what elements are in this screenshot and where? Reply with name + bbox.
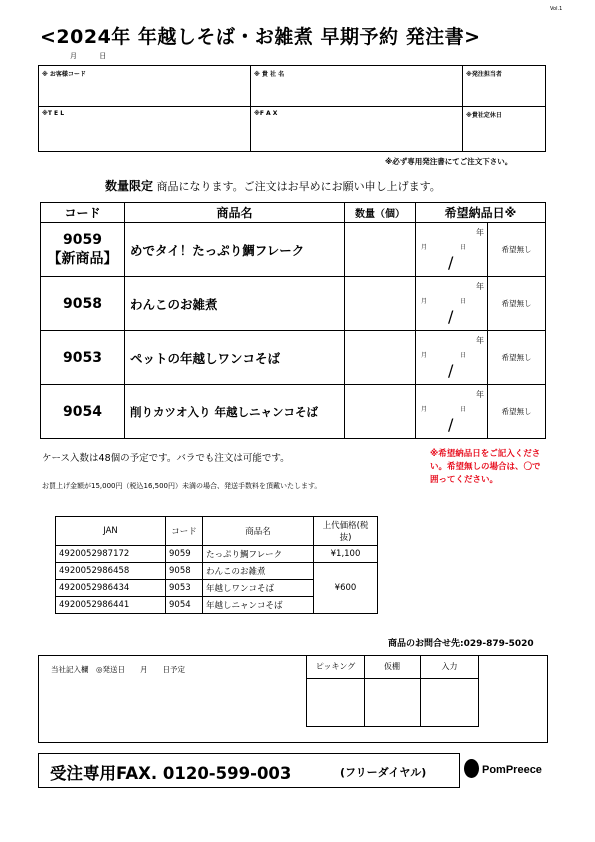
no-preference-option[interactable]: 希望無し: [488, 331, 546, 385]
input-check-box[interactable]: [421, 679, 478, 726]
toll-free-label: (フリーダイヤル): [340, 766, 427, 779]
order-form-note: ※必ず専用発注書にてご注文下さい。: [385, 157, 513, 166]
jan-code: 4920052986441: [56, 597, 166, 614]
internal-use-box: [38, 655, 548, 743]
product-name: わんこのお雑煮: [203, 563, 314, 580]
jan-code: 4920052986458: [56, 563, 166, 580]
quantity-input[interactable]: [345, 223, 416, 277]
year-label: 年: [476, 228, 484, 237]
year-label: 年: [476, 390, 484, 399]
header-name: 商品名: [125, 203, 345, 223]
quantity-input[interactable]: [345, 331, 416, 385]
header-qty: 数量（個）: [345, 203, 416, 223]
product-code: 9054: [41, 385, 125, 439]
fax-banner: [38, 753, 460, 788]
retail-price: ¥1,100: [314, 546, 378, 563]
product-name: 削りカツオ入り 年越しニャンコそば: [125, 385, 345, 439]
product-row: [41, 277, 546, 331]
no-preference-option[interactable]: 希望無し: [488, 385, 546, 439]
table-row: [56, 546, 378, 563]
new-product-badge: 【新商品】: [47, 250, 118, 267]
product-code: [41, 223, 125, 277]
limited-notice: [105, 177, 441, 194]
table-row: [56, 563, 378, 580]
delivery-date-input[interactable]: [416, 385, 488, 439]
jan-header: JAN: [56, 517, 166, 546]
holiday-field[interactable]: ※貴社定休日: [463, 107, 546, 152]
product-row: [41, 331, 546, 385]
retail-price: ¥600: [314, 563, 378, 614]
code-header: コード: [166, 517, 203, 546]
date-slash: /: [448, 361, 454, 380]
day-label: 日: [460, 352, 467, 359]
product-code: 9054: [166, 597, 203, 614]
product-name: 年越しニャンコそば: [203, 597, 314, 614]
year-label: 年: [476, 336, 484, 345]
quantity-input[interactable]: [345, 277, 416, 331]
no-preference-option[interactable]: 希望無し: [488, 277, 546, 331]
fax-field[interactable]: ※F A X: [251, 107, 463, 152]
month-label: 月: [421, 352, 428, 359]
limited-text: 商品になります。ご注文はお早めにお願い申し上げます。: [153, 180, 441, 193]
temp-shelf-header: 仮棚: [364, 656, 421, 679]
page-title: <2024年 年越しそば・お雑煮 早期予約 発注書>: [40, 26, 481, 48]
product-name: 年越しワンコそば: [203, 580, 314, 597]
product-code: 9058: [41, 277, 125, 331]
quantity-input[interactable]: [345, 385, 416, 439]
jan-price-table: [55, 516, 378, 614]
day-label: 日: [460, 406, 467, 413]
day-label: 日: [460, 298, 467, 305]
header-code: コード: [41, 203, 125, 223]
year-label: 年: [476, 282, 484, 291]
header-date: 希望納品日※: [416, 203, 546, 223]
jan-code: 4920052986434: [56, 580, 166, 597]
date-slash: /: [448, 253, 454, 272]
picking-check-box[interactable]: [307, 679, 365, 726]
no-preference-option[interactable]: 希望無し: [488, 223, 546, 277]
product-row: [41, 385, 546, 439]
brand-logo: PomPreece: [482, 764, 542, 776]
staff-check-grid: [306, 656, 479, 727]
shipping-note: お買上げ金額が15,000円（税込16,500円）未満の場合、発送手数料を頂戴いたします。: [42, 482, 322, 490]
date-label: 月 日: [70, 52, 107, 60]
version-label: Vol.1: [550, 6, 563, 12]
product-code-value: 9059: [63, 231, 102, 248]
product-name: たっぷり鯛フレーク: [203, 546, 314, 563]
order-person-field[interactable]: ※発注担当者: [463, 66, 546, 107]
picking-header: ピッキング: [307, 656, 365, 679]
product-code: 9059: [166, 546, 203, 563]
tel-field[interactable]: ※T E L: [39, 107, 251, 152]
product-code: 9053: [166, 580, 203, 597]
delivery-date-instruction: ※希望納品日をご記入ください。希望無しの場合は、〇で囲ってください。: [430, 449, 541, 485]
fax-number: 受注専用FAX. 0120-599-003: [50, 764, 292, 783]
product-name: ペットの年越しワンコそば: [125, 331, 345, 385]
day-label: 日: [460, 244, 467, 251]
contact-info: 商品のお問合せ先:029-879-5020: [388, 639, 534, 649]
logo-mark-icon: [464, 759, 479, 778]
input-header: 入力: [421, 656, 478, 679]
company-name-field[interactable]: ※ 貴 社 名: [251, 66, 463, 107]
customer-info-table: [38, 65, 546, 152]
case-note: ケース入数は48個の予定です。バラでも注文は可能です。: [42, 453, 290, 464]
month-label: 月: [421, 406, 428, 413]
product-name: わんこのお雑煮: [125, 277, 345, 331]
product-row: [41, 223, 546, 277]
product-name: めでタイ！たっぷり鯛フレーク: [125, 223, 345, 277]
name-header: 商品名: [203, 517, 314, 546]
date-slash: /: [448, 307, 454, 326]
date-slash: /: [448, 415, 454, 434]
delivery-date-input[interactable]: [416, 277, 488, 331]
jan-code: 4920052987172: [56, 546, 166, 563]
month-label: 月: [421, 298, 428, 305]
internal-label: 当社記入欄 ◎発送日 月 日予定: [51, 665, 186, 674]
product-code: 9058: [166, 563, 203, 580]
month-label: 月: [421, 244, 428, 251]
price-header: 上代価格(税抜): [314, 517, 378, 546]
product-order-table: [40, 202, 546, 439]
delivery-date-input[interactable]: [416, 223, 488, 277]
limited-bold: 数量限定: [105, 179, 154, 193]
delivery-date-input[interactable]: [416, 331, 488, 385]
customer-code-field[interactable]: ※ お客様コード: [39, 66, 251, 107]
temp-shelf-check-box[interactable]: [364, 679, 421, 726]
product-code: 9053: [41, 331, 125, 385]
